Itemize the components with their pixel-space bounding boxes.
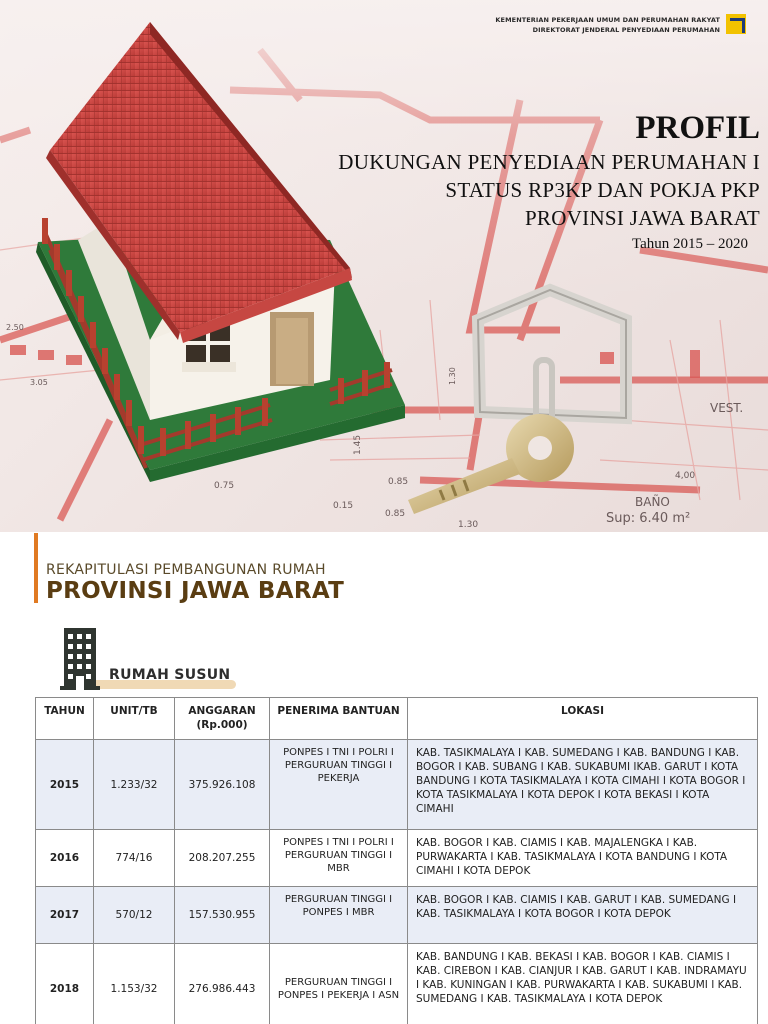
ministry-header: [495, 15, 720, 35]
province-title: PROVINSI JAWA BARAT: [46, 578, 345, 604]
cell-year: 2016: [36, 830, 94, 887]
plan-label-sup: Sup: 6.40 m²: [606, 511, 691, 526]
cell-year: 2015: [36, 740, 94, 830]
cell-recipient: PONPES I TNI I POLRI I PERGURUAN TINGGI I MBR: [270, 830, 408, 887]
header-budget: [175, 698, 270, 740]
directorate-name: DIREKTORAT JENDERAL PENYEDIAAN PERUMAHAN: [532, 26, 720, 34]
table-header-row: [36, 698, 758, 740]
cell-budget: 276.986.443: [175, 944, 270, 1024]
table-row: [36, 830, 758, 887]
cell-unit: 1.233/32: [94, 740, 175, 830]
housing-recap-table: [35, 697, 758, 1024]
plan-label-bano: BAÑO: [635, 495, 670, 509]
cell-budget: 208.207.255: [175, 830, 270, 887]
plan-label-dim-075: 0.75: [214, 481, 235, 491]
plan-label-vest: VEST.: [710, 401, 744, 415]
cell-year: 2018: [36, 944, 94, 1024]
table-row: [36, 740, 758, 830]
plan-label-dim-085: 0.85: [388, 477, 409, 487]
plan-label-dim-015: 0.15: [333, 501, 354, 511]
cell-budget: 157.530.955: [175, 887, 270, 944]
recap-title: REKAPITULASI PEMBANGUNAN RUMAH: [46, 562, 326, 578]
table-row: [36, 887, 758, 944]
title-line-3: PROVINSI JAWA BARAT: [524, 206, 760, 230]
cell-location: KAB. BANDUNG I KAB. BEKASI I KAB. BOGOR I KAB. CIAMIS I KAB. CIREBON I KAB. CIANJUR I KAB. GARUT I KAB. INDRAMAYU I KAB. KUNINGAN I KAB. PURWAKARTA I KAB. SUKABUMI I KAB. SUMEDANG I KAB. TASIKMALAYA I KOTA DEPOK: [408, 944, 758, 1024]
header-year: TAHUN: [36, 698, 94, 740]
cell-unit: 570/12: [94, 887, 175, 944]
header-budget-unit: (Rp.000): [196, 719, 248, 731]
building-icon: [58, 626, 102, 690]
header-unit: UNIT/TB: [94, 698, 175, 740]
cell-location: KAB. TASIKMALAYA I KAB. SUMEDANG I KAB. BANDUNG I KAB. BOGOR I KAB. SUBANG I KAB. SUKABUMI IKAB. GARUT I KOTA BANDUNG I KOTA TASIKMALAYA I KOTA CIMAHI I KOTA BOGOR I KOTA TASIKMALAYA I KOTA DEPOK I KOTA BEKASI I KOTA CIMAHI: [408, 740, 758, 830]
ministry-name: KEMENTERIAN PEKERJAAN UMUM DAN PERUMAHAN RAKYAT: [495, 16, 720, 24]
section-accent-bar: [34, 533, 38, 603]
page-title: PROFIL: [635, 110, 760, 146]
plan-label-dim-250: 2.50: [6, 323, 24, 332]
title-block: [338, 108, 760, 254]
cell-recipient: PERGURUAN TINGGI I PONPES I MBR: [270, 887, 408, 944]
category-heading: [56, 626, 256, 690]
cell-year: 2017: [36, 887, 94, 944]
category-label: RUMAH SUSUN: [109, 667, 231, 683]
cell-unit: 1.153/32: [94, 944, 175, 1024]
plan-label-dim-085b: 0.85: [385, 509, 406, 519]
header-recipient: PENERIMA BANTUAN: [270, 698, 408, 740]
plan-label-dim-400: 4,00: [675, 471, 696, 481]
title-line-2: STATUS RP3KP DAN POKJA PKP: [445, 178, 760, 202]
header-location: LOKASI: [408, 698, 758, 740]
title-line-1: DUKUNGAN PENYEDIAAN PERUMAHAN I: [338, 150, 760, 174]
table-row: [36, 944, 758, 1024]
cell-budget: 375.926.108: [175, 740, 270, 830]
header-budget-label: ANGGARAN: [188, 705, 256, 717]
title-year: Tahun 2015 – 2020: [631, 236, 748, 252]
cell-recipient: PERGURUAN TINGGI I PONPES I PEKERJA I ASN: [270, 944, 408, 1024]
plan-label-dim-145: 1.45: [353, 434, 363, 455]
plan-label-dim-130: 1.30: [458, 520, 479, 530]
plan-label-dim-305: 3.05: [30, 378, 48, 387]
plan-label-dim-130b: 1.30: [448, 367, 457, 385]
cell-location: KAB. BOGOR I KAB. CIAMIS I KAB. MAJALENGKA I KAB. PURWAKARTA I KAB. TASIKMALAYA I KOTA BANDUNG I KOTA CIMAHI I KOTA DEPOK: [408, 830, 758, 887]
cell-location: KAB. BOGOR I KAB. CIAMIS I KAB. GARUT I KAB. SUMEDANG I KAB. TASIKMALAYA I KOTA BOGOR I KOTA DEPOK: [408, 887, 758, 944]
cell-unit: 774/16: [94, 830, 175, 887]
cell-recipient: PONPES I TNI I POLRI I PERGURUAN TINGGI I PEKERJA: [270, 740, 408, 830]
pupr-logo-icon: [726, 14, 746, 34]
